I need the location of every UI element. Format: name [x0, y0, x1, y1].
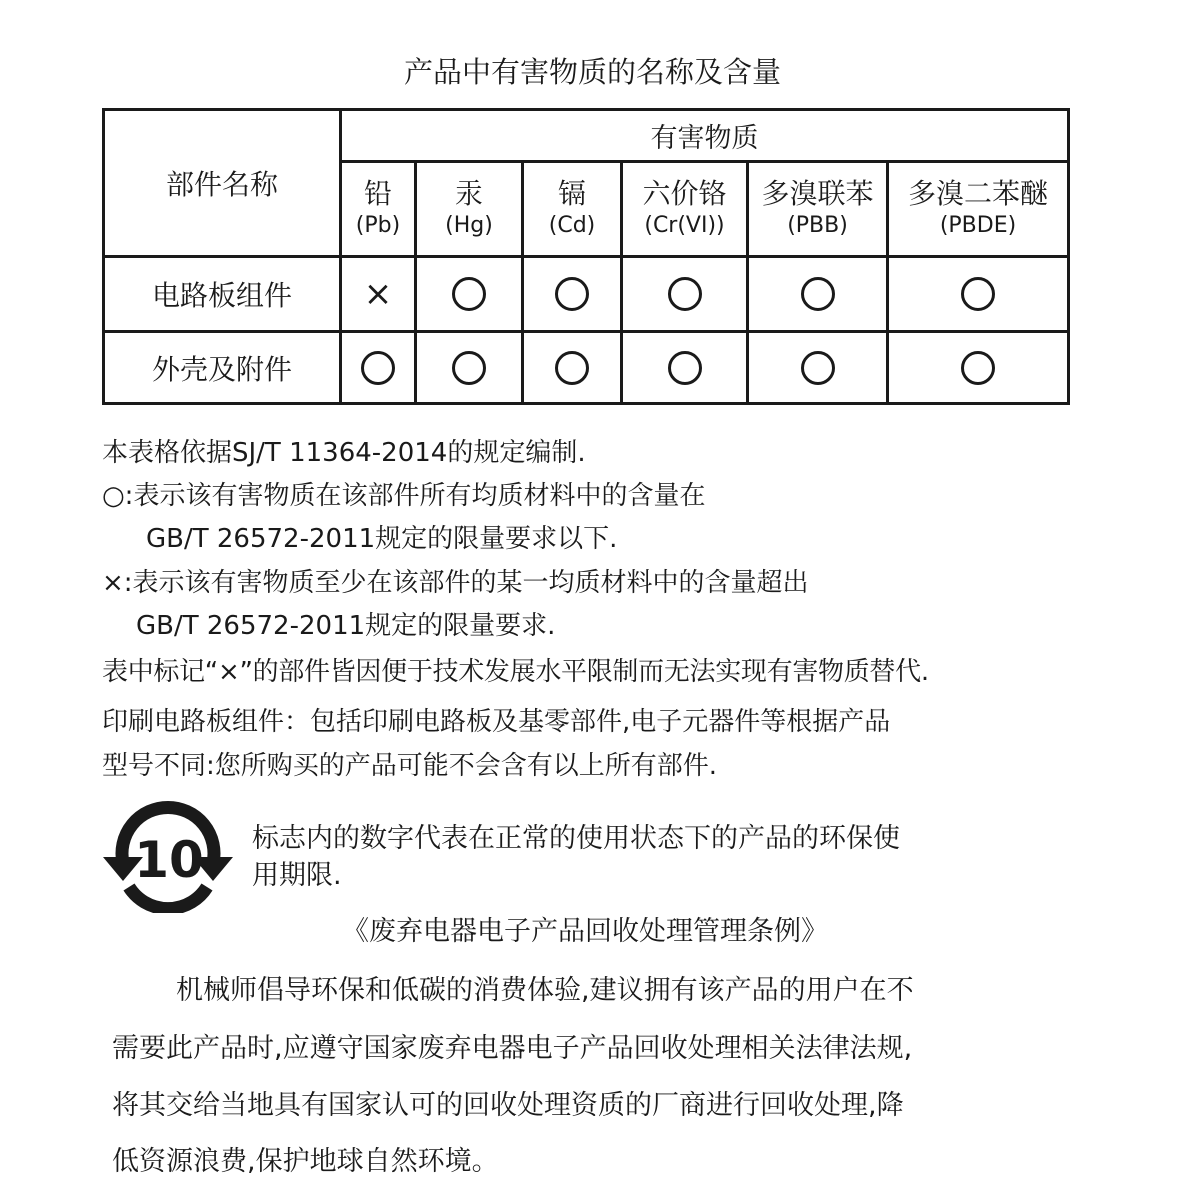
mark-cell — [888, 257, 1069, 332]
circle-mark — [452, 351, 486, 385]
note-cross-standard: GB/T 26572-2011规定的限量要求. — [136, 611, 556, 641]
mark-cell — [888, 332, 1069, 404]
closing-line: 低资源浪费,保护地球自然环境。 — [112, 1146, 499, 1177]
circle-mark — [801, 351, 835, 385]
mark-cell — [523, 257, 622, 332]
circle-mark — [668, 351, 702, 385]
logo-description-line: 用期限. — [252, 860, 342, 891]
note-pcb-components: 印刷电路板组件：包括印刷电路板及基零部件,电子元器件等根据产品 — [102, 707, 891, 737]
substance-header-lead: 铅 (Pb) — [341, 162, 416, 257]
note-substitution: 表中标记“×”的部件皆因便于技术发展水平限制而无法实现有害物质替代. — [102, 657, 929, 687]
part-name-header: 部件名称 — [104, 110, 341, 257]
substance-header-cadmium: 镉 (Cd) — [523, 162, 622, 257]
mark-cell — [622, 332, 748, 404]
note-model-variation: 型号不同:您所购买的产品可能不会含有以上所有部件. — [102, 751, 718, 781]
page-title: 产品中有害物质的名称及含量 — [403, 55, 781, 89]
closing-line: 需要此产品时,应遵守国家废弃电器电子产品回收处理相关法律法规, — [112, 1033, 913, 1064]
table-row — [104, 332, 1069, 404]
closing-line: 机械师倡导环保和低碳的消费体验,建议拥有该产品的用户在不 — [176, 975, 914, 1006]
logo-number: 10 — [134, 831, 204, 889]
circle-mark — [555, 351, 589, 385]
circle-mark — [801, 277, 835, 311]
substance-header-pbde: 多溴二苯醚 (PBDE) — [888, 162, 1069, 257]
mark-cell — [622, 257, 748, 332]
note-standard: 本表格依据SJ/T 11364-2014的规定编制. — [102, 438, 586, 468]
circle-mark — [452, 277, 486, 311]
note-circle-standard: GB/T 26572-2011规定的限量要求以下. — [146, 524, 618, 554]
logo-description — [252, 820, 900, 894]
cross-mark: × — [363, 274, 393, 314]
table-row — [104, 257, 1069, 332]
part-name-cell: 电路板组件 — [104, 257, 341, 332]
circle-mark — [961, 277, 995, 311]
circle-mark — [555, 277, 589, 311]
hazardous-substances-table — [102, 108, 1070, 405]
substance-header-mercury: 汞 (Hg) — [416, 162, 523, 257]
mark-cell — [416, 257, 523, 332]
mark-cell — [523, 332, 622, 404]
hazardous-substances-header: 有害物质 — [341, 110, 1069, 162]
part-name-cell: 外壳及附件 — [104, 332, 341, 404]
regulation-title: 《废弃电器电子产品回收处理管理条例》 — [342, 916, 828, 947]
mark-cell — [748, 257, 888, 332]
circle-mark — [668, 277, 702, 311]
circle-mark — [361, 351, 395, 385]
mark-cell — [341, 332, 416, 404]
substance-header-pbb: 多溴联苯 (PBB) — [748, 162, 888, 257]
note-cross-meaning: ×:表示该有害物质至少在该部件的某一均质材料中的含量超出 — [102, 568, 809, 598]
mark-cell — [341, 257, 416, 332]
closing-line: 将其交给当地具有国家认可的回收处理资质的厂商进行回收处理,降 — [112, 1090, 904, 1121]
substance-header-chromium: 六价铬 (Cr(VI)) — [622, 162, 748, 257]
mark-cell — [748, 332, 888, 404]
mark-cell — [416, 332, 523, 404]
note-circle-meaning: ○:表示该有害物质在该部件所有均质材料中的含量在 — [102, 481, 706, 511]
logo-description-line: 标志内的数字代表在正常的使用状态下的产品的环保使 — [252, 823, 900, 854]
environmental-use-period-logo — [103, 797, 233, 913]
circle-mark — [961, 351, 995, 385]
